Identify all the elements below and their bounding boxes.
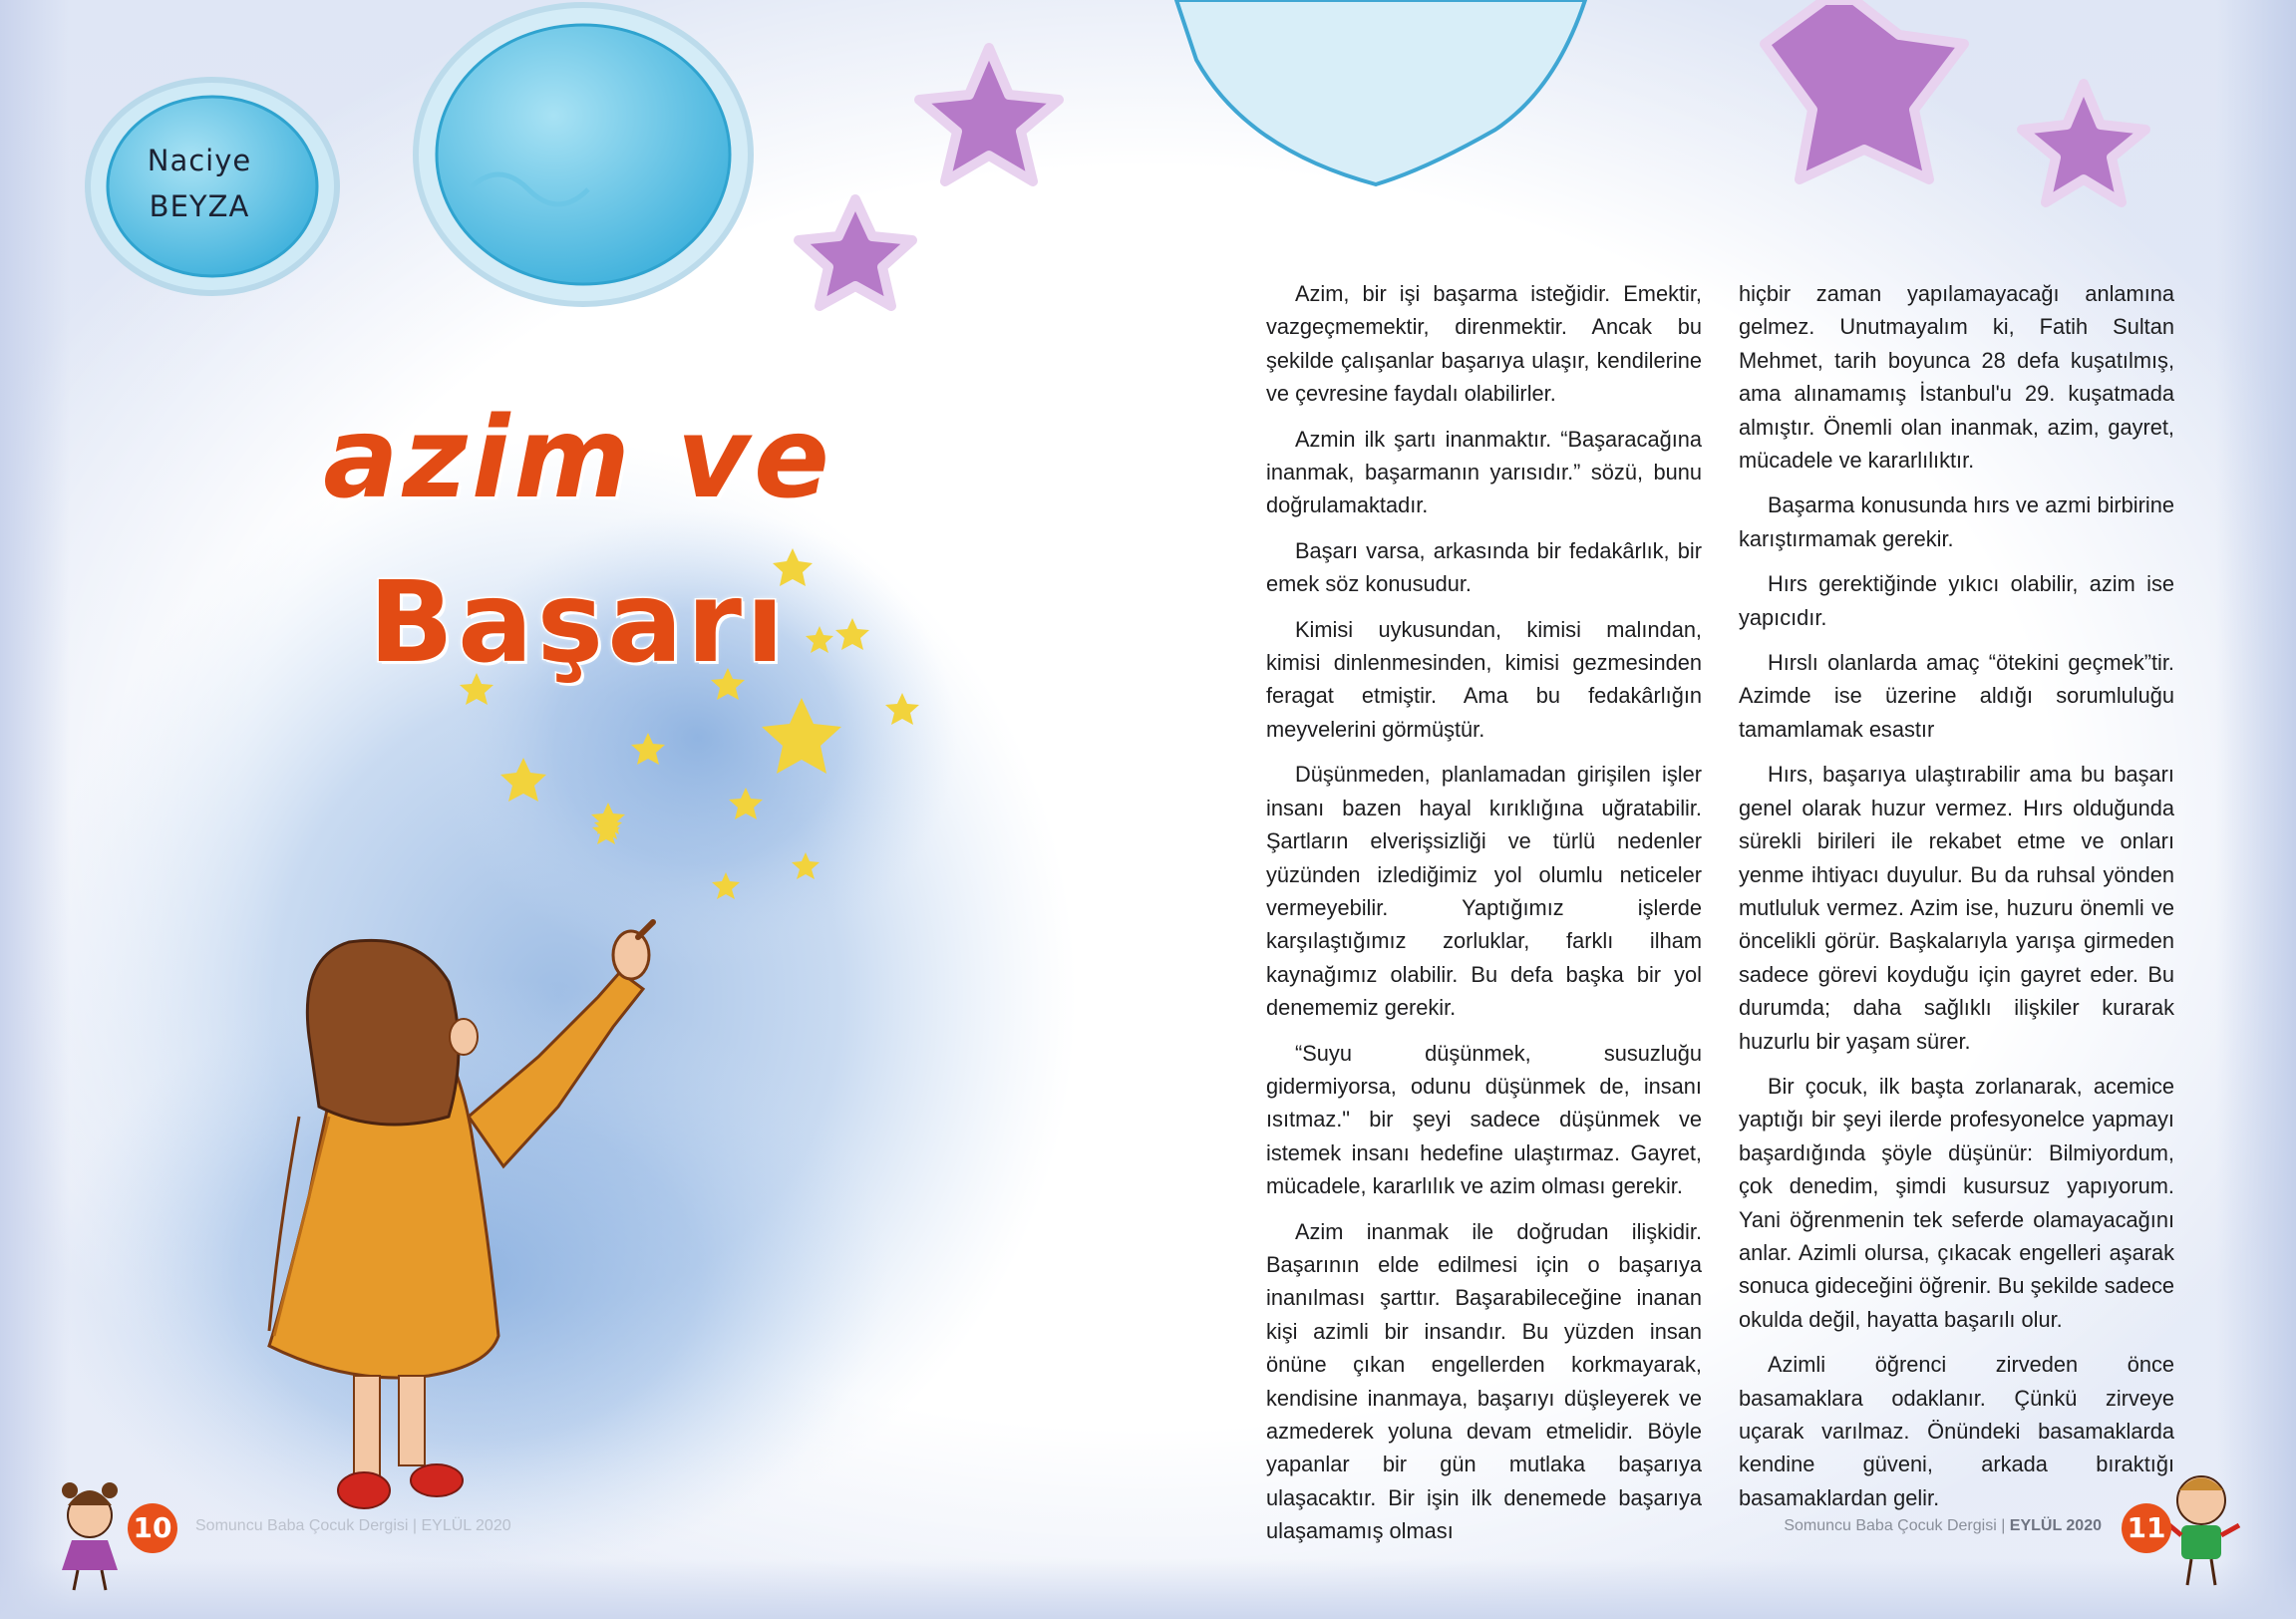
paragraph: Hırs gerektiğinde yıkıcı olabilir, azim ise yapıcıdır. — [1739, 571, 2174, 630]
girl-mascot-icon — [62, 1482, 118, 1590]
article-column-left — [1266, 277, 1702, 1560]
article-column-right — [1739, 277, 2174, 1526]
author-last-name: BEYZA — [149, 189, 250, 223]
boy-mascot-icon — [2163, 1476, 2239, 1585]
bubble-shape — [416, 5, 751, 304]
bubble-shape — [1176, 0, 1585, 184]
paragraph: Bir çocuk, ilk başta zorlanarak, acemice yaptığı bir şeyi ilerde profesyonelce yapmayı başardığında şöyle düşünür: Bilmiyordum, çok denedim, şimdi kusursuz yapıyorum. Yani öğrenmenin tek seferde olamayacağını anlar. Azimli olursa, çıkacak engelleri aşarak sonuca gideceğini öğrenir. Bu şekilde sadece okulda değil, hayatta başarılı olur. — [1739, 1073, 2174, 1332]
page-number-right: 11 — [2122, 1503, 2171, 1553]
footer-left: Somuncu Baba Çocuk Dergisi | EYLÜL 2020 — [195, 1517, 511, 1534]
paragraph: Kimisi uykusundan, kimisi malından, kimisi dinlenmesinden, kimisi gezmesinden feragat etmiştir. Ama bu fedakârlığın meyvelerini görmüştür. — [1266, 616, 1702, 742]
paragraph: hiçbir zaman yapılamayacağı anlamına gelmez. Unutmayalım ki, Fatih Sultan Mehmet, tarih boyunca 28 defa kuşatılmış, ama alınamamış İstanbul'u 29. kuşatmada almıştır. Önemli olan inanmak, azim, gayret, mücadele ve kararlılıktır. — [1739, 281, 2174, 474]
footer-magazine-name: Somuncu Baba Çocuk Dergisi | — [1784, 1517, 2010, 1534]
paragraph: Azmin ilk şartı inanmaktır. “Başaracağına inanmak, başarmanın yarısıdır.” sözü, bunu doğrulamaktadır. — [1266, 426, 1702, 518]
paragraph: Azim, bir işi başarma isteğidir. Emektir, vazgeçmemektir, direnmektir. Ancak bu şekilde çalışanlar başarıya ulaşır, kendilerine ve çevresine faydalı olabilirler. — [1266, 281, 1702, 407]
paragraph: Hırs, başarıya ulaştırabilir ama bu başarı genel olarak huzur vermez. Hırs olduğunda sürekli birileri ile rekabet etme ve onları yenme ihtiyacı duyulur. Bu da ruhsal yönden mutluluk vermez. Azim ise, huzuru önemli ve öncelikli görür. Başkalarıyla yarışa girmeden sadece görevi koyduğu için gayret eder. Bu durumda; daha sağlıklı ilişkiler kurarak huzurlu bir yaşam sürer. — [1739, 762, 2174, 1054]
paragraph: Başarı varsa, arkasında bir fedakârlık, bir emek söz konusudur. — [1266, 537, 1702, 597]
paragraph: Azimli öğrenci zirveden önce basamaklara odaklanır. Çünkü zirveye uçarak varılmaz. Önündeki basamaklarda kendine güveni, arkada bıraktığı basamaklardan gelir. — [1739, 1352, 2174, 1510]
paragraph: Düşünmeden, planlamadan girişilen işler insanı bazen hayal kırıklığına uğratabilir. Şartların elverişsizliği ve türlü nedenler yüzünden izlediğimiz yol olumlu neticeler vermeyebilir. Yaptığımız işlerde karşılaştığımız zorluklar, farklı ilham kaynağımız olabilir. Bu defa başka bir yol denememiz gerekir. — [1266, 762, 1702, 1021]
article-title-line-2: Başarı — [368, 558, 789, 688]
paragraph: “Suyu düşünmek, susuzluğu gidermiyorsa, odunu düşünmek de, insanı ısıtmaz." bir şeyi sadece düşünmek ve istemek insanı hedefine ulaştırmaz. Gayret, mücadele, kararlılık ve azim olması gerekir. — [1266, 1040, 1702, 1199]
paragraph: Azim inanmak ile doğrudan ilişkidir. Başarının elde edilmesi için o başarıya inanılması şarttır. Başarabileceğine inanan kişi azimli bir insandır. Bu yüzden insan önüne çıkan engellerden korkmayarak, kendisine inanmaya, başarıyı düşleyerek ve azmederek yoluna devam etmelidir. Böyle yapanlar bir gün mutlaka başarıya ulaşacaktır. Bir işin ilk denemede başarıya ulaşamamış olması — [1266, 1218, 1702, 1544]
footer-date: EYLÜL 2020 — [2009, 1517, 2102, 1534]
paragraph: Başarma konusunda hırs ve azmi birbirine karıştırmamak gerekir. — [1739, 492, 2174, 551]
author-name — [100, 138, 299, 229]
author-first-name: Naciye — [147, 144, 252, 177]
page-number-left: 10 — [128, 1503, 177, 1553]
footer-right — [1784, 1517, 2102, 1535]
article-title-line-1: azim ve — [323, 394, 833, 523]
paragraph: Hırslı olanlarda amaç “ötekini geçmek”tir. Azimde ise üzerine aldığı sorumluluğu tamamlamak esastır — [1739, 650, 2174, 742]
